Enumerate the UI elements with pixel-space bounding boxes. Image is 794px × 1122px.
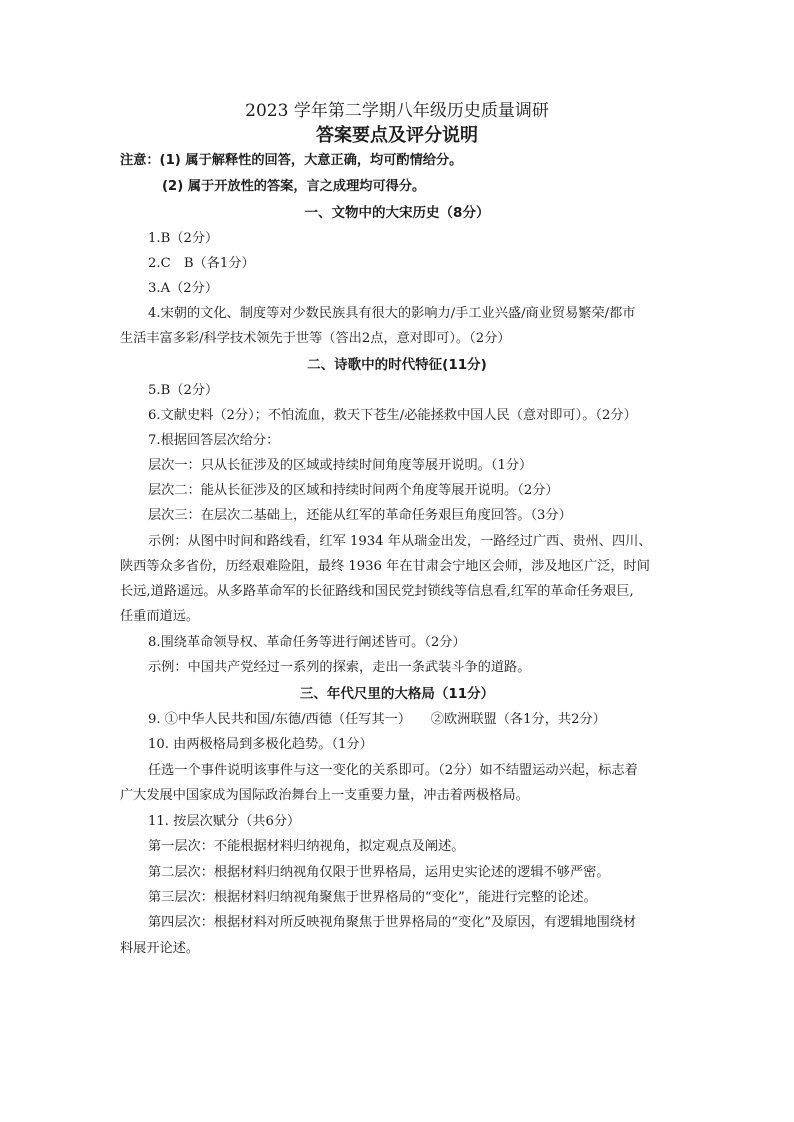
answer-line: 陕西等众多省份，历经艰难险阻，最终 1936 年在甘肃会宁地区会师，涉及地区广泛，时间 [120,559,650,574]
answer-line: 第二层次：根据材料归纳视角仅限于世界格局，运用史实论述的逻辑不够严密。 [148,865,610,880]
answer-line: 层次一：只从长征涉及的区域或持续时间角度等展开说明。（1分） [148,458,533,473]
answer-line: 层次二：能从长征涉及的区域和持续时间两个角度等展开说明。（2分） [148,483,559,498]
answer-line: 料展开论述。 [120,941,200,956]
answer-line: 2.C B（各1分） [148,256,255,271]
answer-line: 广大发展中国家成为国际政治舞台上一支重要力量，冲击着两极格局。 [120,788,529,803]
answer-line: 示例：中国共产党经过一系列的探索，走出一条武装斗争的道路。 [148,660,531,675]
answer-line: 1.B（2分） [148,231,219,246]
answer-line: 6.文献史料（2分）；不怕流血，救天下苍生/必能拯救中国人民（意对即可）。（2分） [148,408,637,423]
answer-line: 第一层次：不能根据材料归纳视角，拟定观点及阐述。 [148,839,465,854]
answer-line: 长远,道路遥远。从多路革命军的长征路线和国民党封锁线等信息看,红军的革命任务艰巨, [120,584,634,599]
answer-line: 第四层次：根据材料对所反映视角聚焦于世界格局的“变化”及原因，有逻辑地围绕材 [148,915,637,930]
answer-line: 5.B（2分） [148,383,219,398]
answer-line: 8.围绕革命领导权、革命任务等进行阐述皆可。（2分） [148,635,466,650]
note-1: 注意：(1) 属于解释性的回答，大意正确，均可酌情给分。 [120,153,463,168]
answer-line: 任选一个事件说明该事件与这一变化的关系即可。（2分）如不结盟运动兴起，标志着 [148,763,638,778]
answer-line: 示例：从图中时间和路线看，红军 1934 年从瑞金出发，一路经过广西、贵州、四川、 [148,534,652,549]
section-heading-3: 三、年代尺里的大格局（11分） [299,686,495,702]
note-2: (2) 属于开放性的答案，言之成理均可得分。 [162,179,426,194]
answer-line: 任重而道远。 [120,609,200,624]
answer-line: 7.根据回答层次给分： [148,433,280,448]
answer-line: 第三层次：根据材料归纳视角聚焦于世界格局的“变化”，能进行完整的论述。 [148,890,597,905]
answer-line: 9. ①中华人民共和国/东德/西德（任写其一） ②欧洲联盟（各1分，共2分） [148,712,606,727]
answer-line: 3.A（2分） [148,281,219,296]
section-heading-1: 一、文物中的大宋历史（8分） [304,205,490,221]
answer-line: 生活丰富多彩/科学技术领先于世等（答出2点，意对即可）。（2分） [120,331,511,346]
answer-line: 10. 由两极格局到多极化趋势。（1分） [148,737,373,752]
section-heading-2: 二、诗歌中的时代特征(11分) [307,357,487,373]
answer-line: 层次三：在层次二基础上，还能从红军的革命任务艰巨角度回答。（3分） [148,508,572,523]
document-subtitle: 答案要点及评分说明 [316,125,478,146]
document-title: 2023 学年第二学期八年级历史质量调研 [245,101,549,121]
answer-line: 11. 按层次赋分（共6分） [148,814,301,829]
answer-line: 4.宋朝的文化、制度等对少数民族具有很大的影响力/手工业兴盛/商业贸易繁荣/都市 [148,306,636,321]
